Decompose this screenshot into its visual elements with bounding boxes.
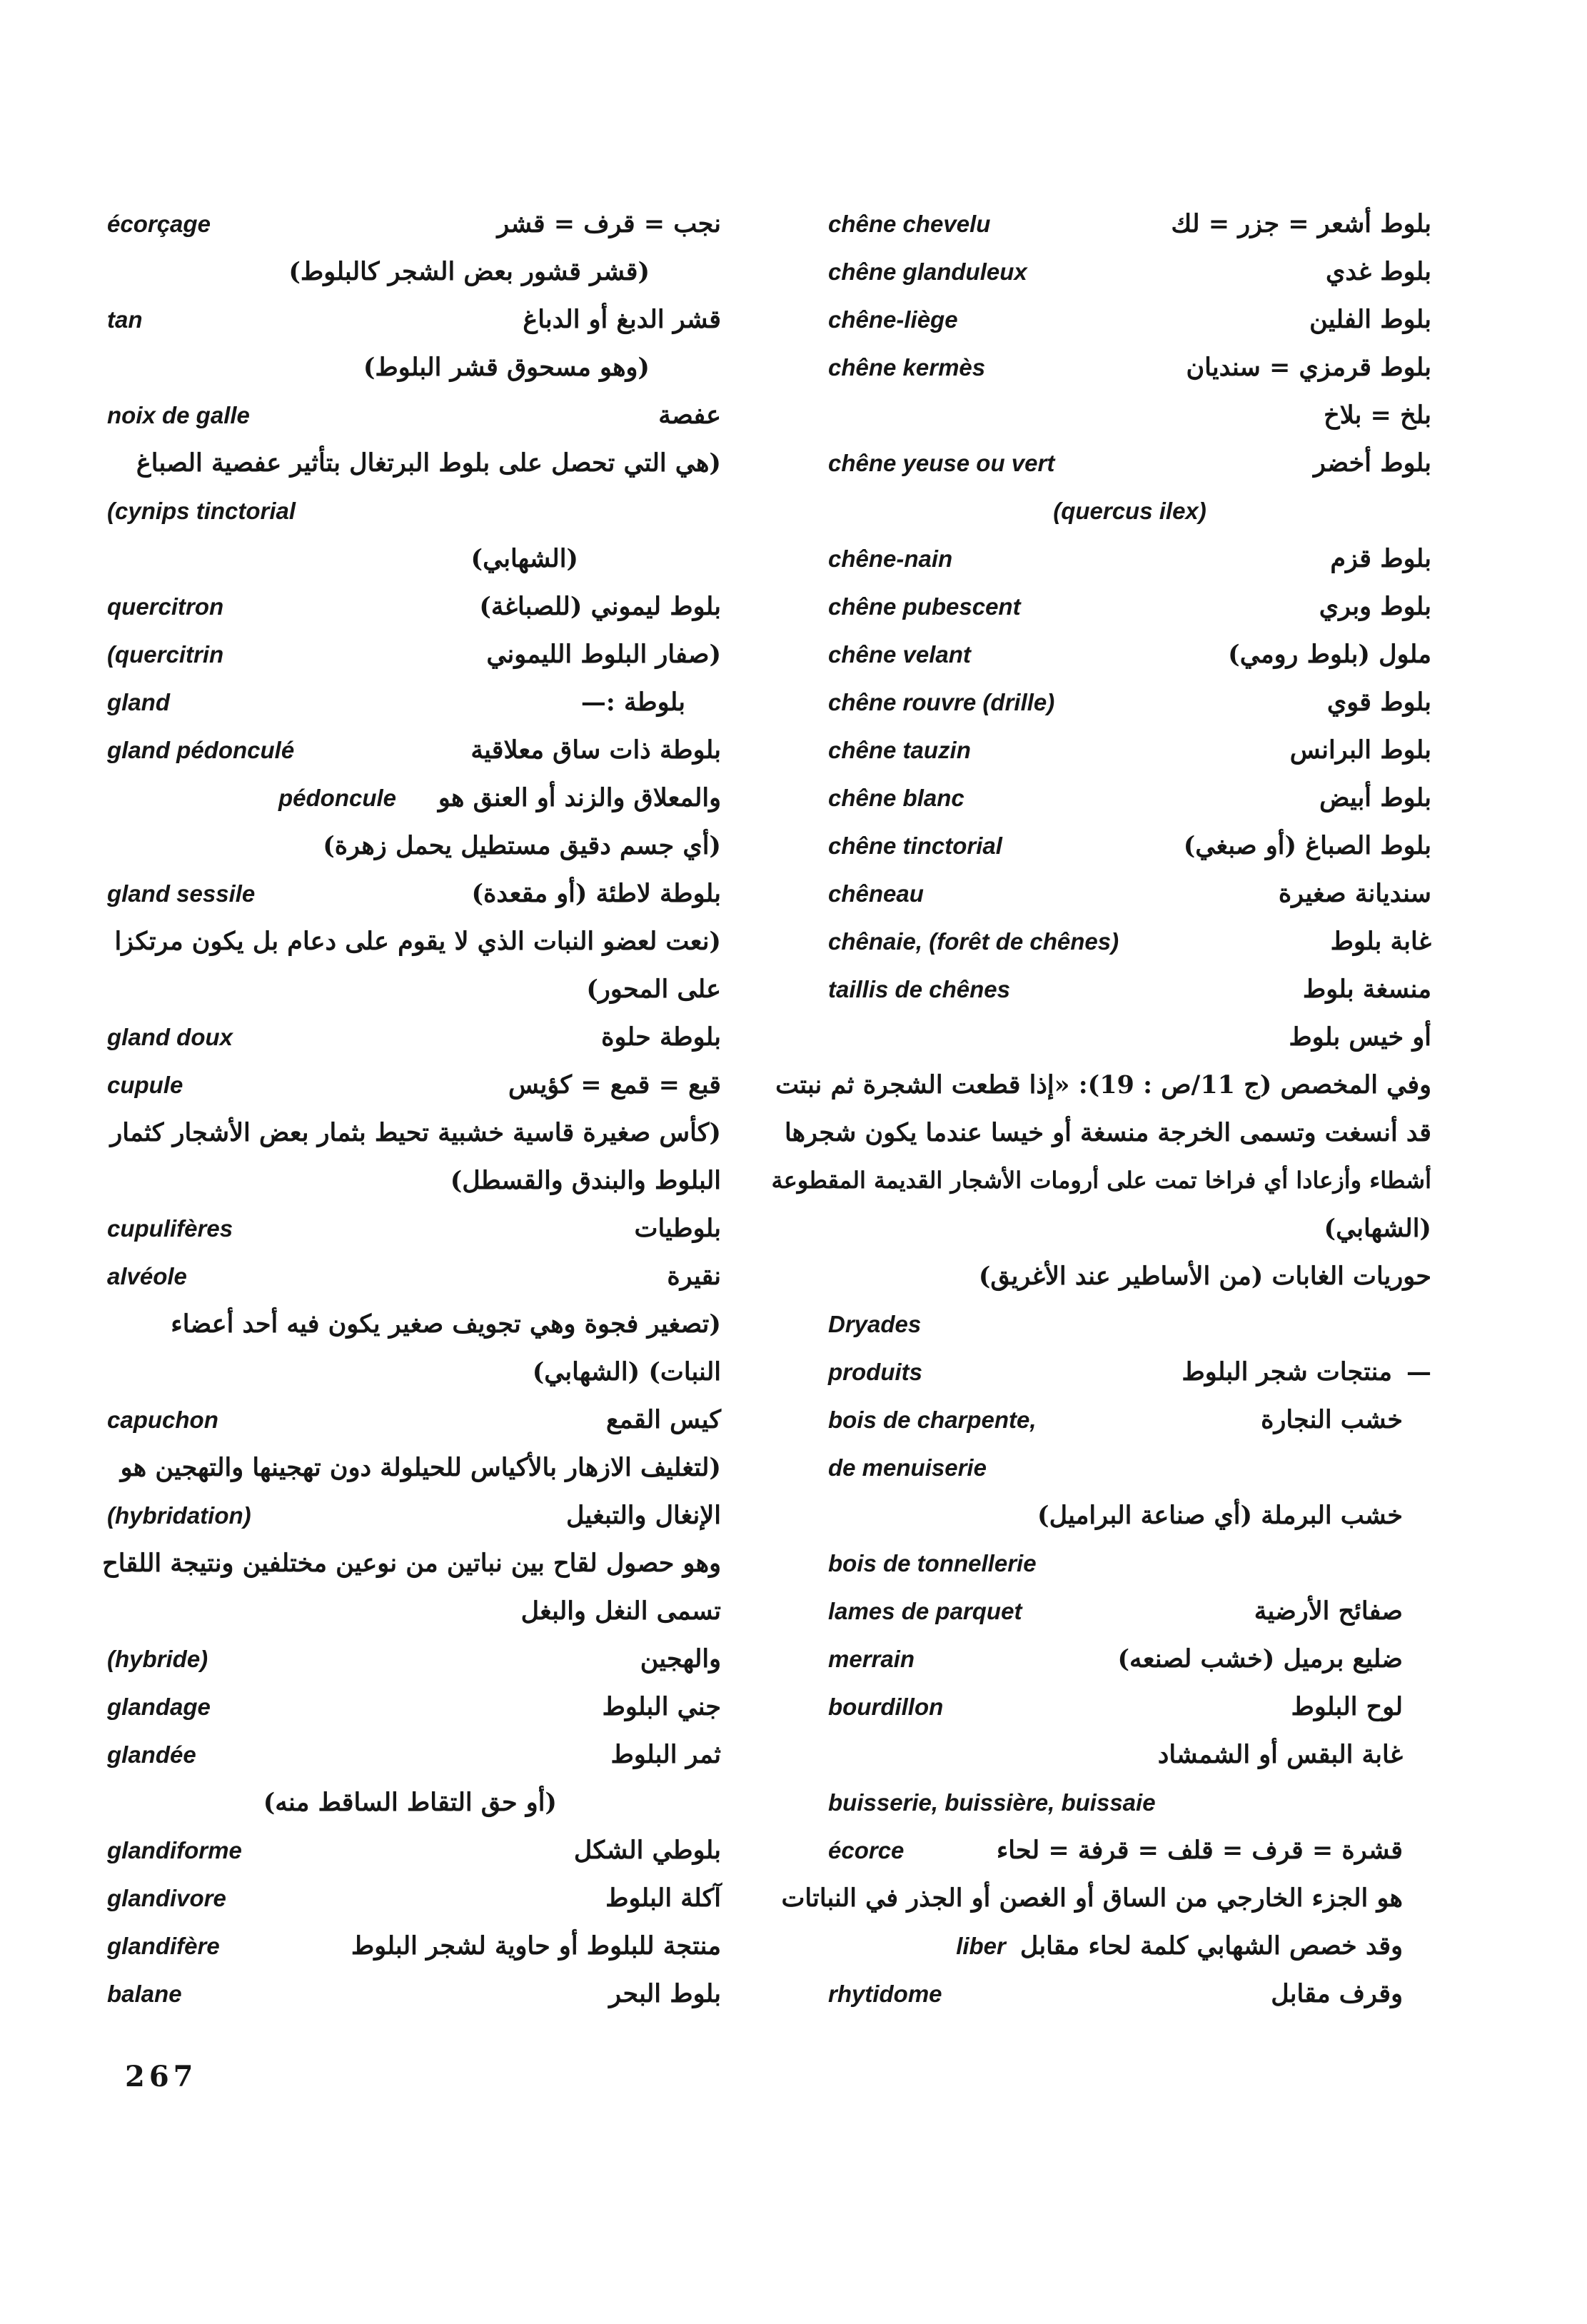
french-term: liber: [956, 1933, 1006, 1959]
entry-row: [107, 1204, 721, 1252]
french-term: merrain: [828, 1646, 915, 1672]
french-term: produits: [828, 1359, 922, 1385]
arabic-note: النبات) (الشهابي): [532, 1357, 721, 1387]
entry-row: [107, 535, 721, 583]
french-term: lames de parquet: [828, 1598, 1022, 1624]
arabic-term: ضليع برميل (خشب لصنعه): [1117, 1644, 1403, 1674]
arabic-note: (وهو مسحوق قشر البلوط): [363, 353, 650, 382]
french-term: pédoncule: [278, 785, 397, 811]
arabic-term: بلوط أخضر: [1314, 448, 1431, 478]
entry-row: [107, 1348, 721, 1396]
entry-row: [828, 774, 1431, 822]
entry-row: [828, 1683, 1431, 1731]
arabic-term: بلوط قوي: [1326, 688, 1431, 717]
french-term: quercitron: [107, 593, 224, 620]
arabic-note: أشطاء وأزعادا أي فراخا تمت على أرومات الأشجار القديمة المقطوعة: [771, 1167, 1431, 1194]
french-term: (cynips tinctorial: [107, 498, 296, 524]
page-number: 267: [125, 2060, 198, 2093]
entry-row: [828, 1731, 1431, 1779]
arabic-note: (أي جسم دقيق مستطيل يحمل زهرة): [323, 831, 721, 860]
entry-row: [107, 822, 721, 870]
arabic-term: بلوط الصباغ (أو صبغي): [1183, 831, 1431, 860]
entry-row: [828, 1970, 1431, 2018]
entry-row: [107, 1396, 721, 1444]
entry-row: [828, 200, 1431, 248]
entry-row: [107, 1922, 721, 1970]
french-term: bois de charpente,: [828, 1407, 1037, 1433]
arabic-term: منسغة بلوط: [1302, 975, 1431, 1004]
arabic-term: غابة البقس أو الشمشاد: [1157, 1740, 1403, 1769]
arabic-term: بلوطي الشكل: [573, 1836, 721, 1865]
arabic-term: والهجين: [640, 1644, 721, 1674]
french-term: chêne-nain: [828, 545, 953, 572]
arabic-note: تسمى النغل والبغل: [520, 1596, 721, 1626]
arabic-term: عفصة: [658, 401, 721, 430]
entry-row: [107, 1444, 721, 1492]
entry-row: [828, 248, 1431, 296]
arabic-term: قشر الدبغ أو الدباغ: [523, 305, 721, 334]
arabic-term: آكلة البلوط: [605, 1883, 721, 1913]
entry-row: [107, 391, 721, 439]
arabic-term: بلوط الفلين: [1309, 305, 1431, 334]
french-term: cupulifères: [107, 1215, 233, 1242]
french-term: rhytidome: [828, 1981, 942, 2007]
entry-row: [828, 1587, 1431, 1635]
arabic-term: بلوط البحر: [609, 1979, 721, 2008]
french-term: alvéole: [107, 1263, 187, 1289]
arabic-term: سنديانة صغيرة: [1278, 879, 1431, 908]
arabic-term: ثمر البلوط: [610, 1740, 721, 1769]
entry-row: [107, 630, 721, 678]
arabic-note: (قشر قشور بعض الشجر كالبلوط): [288, 257, 650, 286]
entry-row: [107, 1061, 721, 1109]
arabic-note: وهو حصول لقاح بين نباتين من نوعين مختلفين ونتيجة اللقاح: [102, 1549, 721, 1578]
entry-row: [828, 1492, 1431, 1539]
french-term: (quercus ilex): [1053, 498, 1206, 524]
arabic-term: قشرة = قرف = قلف = قرفة = لحاء: [996, 1836, 1403, 1865]
french-term: buisserie, buissière, buissaie: [828, 1789, 1156, 1816]
entry-row: [828, 1013, 1431, 1061]
arabic-term: خشب النجارة: [1261, 1405, 1403, 1434]
arabic-term: صفائح الأرضية: [1254, 1596, 1403, 1626]
arabic-term: بلوط ليموني (للصباغة): [479, 592, 721, 621]
entry-row: [107, 1635, 721, 1683]
entry-row: [107, 296, 721, 343]
french-term: chêne glanduleux: [828, 258, 1027, 285]
entry-row: [828, 822, 1431, 870]
french-term: noix de galle: [107, 402, 250, 428]
arabic-term: منتجات شجر البلوط: [1182, 1357, 1392, 1387]
entry-row: [775, 1061, 1431, 1109]
entry-row: [828, 726, 1431, 774]
arabic-note: (نعت لعضو النبات الذي لا يقوم على دعام بل يكون مرتكزا: [114, 927, 721, 956]
french-term: chêne kermès: [828, 354, 986, 381]
entry-row: [107, 1970, 721, 2018]
french-term: bourdillon: [828, 1694, 944, 1720]
right-column: [771, 200, 1431, 2042]
entry-row: [828, 1204, 1431, 1252]
french-term: chênaie, (forêt de chênes): [828, 928, 1119, 955]
entry-row: [107, 1826, 721, 1874]
french-term: glandiforme: [107, 1837, 242, 1863]
arabic-term: بلخ = بلاخ: [1324, 401, 1431, 430]
french-term: (hybridation): [107, 1502, 251, 1529]
entry-row: [107, 200, 721, 248]
entry-row: [102, 1539, 721, 1587]
arabic-term: بلوط البرانس: [1289, 735, 1431, 765]
entry-row: [828, 1635, 1431, 1683]
french-term: chêne blanc: [828, 785, 964, 811]
french-term: chêne tinctorial: [828, 832, 1002, 859]
entry-row: [828, 1252, 1431, 1300]
arabic-term: منتجة للبلوط أو حاوية لشجر البلوط: [351, 1931, 721, 1961]
entry-row: [828, 1396, 1431, 1444]
arabic-note: (الشهابي): [470, 544, 578, 573]
entry-row: [828, 1348, 1431, 1396]
arabic-note: (أو حق التقاط الساقط منه): [263, 1788, 557, 1817]
entry-row: [107, 1492, 721, 1539]
entry-row: [107, 1779, 721, 1826]
arabic-note: (الشهابي): [1324, 1214, 1431, 1243]
arabic-term: بلوط قزم: [1330, 544, 1431, 573]
arabic-term: نقيرة: [667, 1262, 721, 1291]
french-term: glandée: [107, 1741, 196, 1768]
entry-row: [107, 1157, 721, 1204]
entry-row: [771, 1157, 1431, 1204]
entry-row: [828, 439, 1431, 487]
entry-row: [828, 917, 1431, 965]
arabic-note: قد أنسغت وتسمى الخرجة منسغة أو خيسا عندما يكون شجرها: [784, 1118, 1431, 1147]
arabic-term: بلوط أشعر = جزر = لك: [1171, 209, 1431, 238]
entry-row: [828, 1444, 1431, 1492]
entry-row: [107, 1109, 721, 1157]
entry-row: [107, 774, 721, 822]
arabic-term: بلوطة :: [605, 688, 685, 717]
french-term: gland pédonculé: [107, 737, 295, 763]
entry-row: [828, 1300, 1431, 1348]
french-term: glandivore: [107, 1885, 226, 1911]
french-term: de menuiserie: [828, 1454, 987, 1481]
entry-row: [107, 1683, 721, 1731]
arabic-term: نجب = قرف = قشر: [497, 209, 721, 238]
entry-row: [828, 630, 1431, 678]
entry-row: [828, 678, 1431, 726]
entry-row: [784, 1109, 1431, 1157]
arabic-note: البلوط والبندق والقسطل): [450, 1166, 721, 1195]
arabic-note: على المحور): [586, 975, 721, 1004]
arabic-term: جني البلوط: [602, 1692, 721, 1721]
french-term: glandage: [107, 1694, 211, 1720]
french-term: chêne tauzin: [828, 737, 971, 763]
entry-row: [107, 678, 721, 726]
french-term: chêne-liège: [828, 306, 958, 333]
french-term: glandifère: [107, 1933, 220, 1959]
arabic-note: وفي المخصص (ج 11/ص : 19): «إذا قطعت الشجرة ثم نبتت: [775, 1070, 1431, 1100]
arabic-note: (لتغليف الازهار بالأكياس للحيلولة دون تهجينها والتهجين هو: [120, 1453, 721, 1482]
arabic-term: الإنغال والتبغيل: [566, 1501, 721, 1530]
french-term: gland sessile: [107, 880, 256, 907]
entry-row: [828, 583, 1431, 630]
arabic-term: بلوط أبيض: [1319, 783, 1431, 813]
french-term: Dryades: [828, 1311, 922, 1337]
arabic-term: خشب البرملة (أي صناعة البراميل): [1037, 1501, 1403, 1530]
french-term: écorçage: [107, 211, 211, 237]
french-term: chêneau: [828, 880, 924, 907]
arabic-note: هو الجزء الخارجي من الساق أو الغصن أو الجذر في النباتات: [781, 1883, 1403, 1913]
french-term: capuchon: [107, 1407, 218, 1433]
entry-row: [107, 1587, 721, 1635]
french-term: chêne rouvre (drille): [828, 689, 1055, 715]
french-term: (quercitrin: [107, 641, 224, 668]
arabic-term: بلوطة حلوة: [601, 1022, 721, 1052]
entry-row: [828, 343, 1431, 391]
entry-row: [828, 535, 1431, 583]
entry-row: [107, 1731, 721, 1779]
arabic-term: والمعلاق والزند أو العنق هو: [438, 783, 721, 813]
entry-row: [828, 965, 1431, 1013]
left-column: [102, 200, 721, 2042]
entry-row: [781, 1874, 1431, 1922]
entry-row: [107, 439, 721, 487]
arabic-note: وقرف مقابل: [1271, 1979, 1403, 2008]
entry-row: [828, 391, 1431, 439]
french-term: chêne chevelu: [828, 211, 991, 237]
arabic-term: أو خيس بلوط: [1289, 1022, 1431, 1052]
arabic-term: بلوطة ذات ساق معلاقية: [470, 735, 721, 765]
entry-row: [107, 487, 721, 535]
entry-row: [107, 1013, 721, 1061]
entry-row: [828, 1826, 1431, 1874]
entry-row: [828, 487, 1431, 535]
french-term: cupule: [107, 1072, 183, 1098]
arabic-term: كيس القمع: [606, 1405, 721, 1434]
entry-row: [107, 1252, 721, 1300]
french-term: chêne pubescent: [828, 593, 1021, 620]
entry-row: [828, 870, 1431, 917]
arabic-term: بلوطيات: [634, 1214, 721, 1243]
arabic-term: ملول (بلوط رومي): [1228, 640, 1431, 669]
dash-marker: —: [1406, 1357, 1431, 1387]
arabic-term: غابة بلوط: [1330, 927, 1431, 956]
french-term: tan: [107, 306, 143, 333]
dash-marker: —: [580, 688, 606, 717]
entry-row: [107, 1874, 721, 1922]
arabic-term: حوريات الغابات (من الأساطير عند الأغريق): [978, 1262, 1431, 1291]
arabic-note: (كأس صغيرة قاسية خشبية تحيط بثمار بعض الأشجار كثمار: [110, 1118, 721, 1147]
french-term: gland: [107, 689, 170, 715]
arabic-term: (صفار البلوط الليموني: [486, 640, 721, 669]
entry-row: [828, 296, 1431, 343]
arabic-term: بلوطة لاطئة (أو مقعدة): [471, 879, 721, 908]
entry-row: [107, 248, 721, 296]
french-term: (hybride): [107, 1646, 208, 1672]
arabic-term: قبع = قمع = كؤيس: [508, 1070, 721, 1100]
entry-row: [107, 917, 721, 965]
french-term: écorce: [828, 1837, 905, 1863]
entry-row: [107, 870, 721, 917]
entry-row: [107, 1300, 721, 1348]
arabic-term: لوح البلوط: [1291, 1692, 1403, 1721]
arabic-note: (هي التي تحصل على بلوط البرتغال بتأثير عفصية الصباغ: [136, 448, 721, 478]
french-term: chêne velant: [828, 641, 971, 668]
entry-row: [828, 1922, 1431, 1970]
arabic-note: (تصغير فجوة وهي تجويف صغير يكون فيه أحد أعضاء: [171, 1309, 721, 1339]
french-term: taillis de chênes: [828, 976, 1010, 1002]
french-term: gland doux: [107, 1024, 233, 1050]
entry-row: [107, 583, 721, 630]
arabic-term: بلوط قرمزي = سنديان: [1186, 353, 1431, 382]
arabic-term: بلوط وبري: [1319, 592, 1431, 621]
french-term: balane: [107, 1981, 182, 2007]
entry-row: [107, 965, 721, 1013]
entry-row: [828, 1779, 1431, 1826]
french-term: chêne yeuse ou vert: [828, 450, 1055, 476]
arabic-term: بلوط غدي: [1325, 257, 1431, 286]
entry-row: [828, 1539, 1431, 1587]
entry-row: [107, 343, 721, 391]
arabic-note: وقد خصص الشهابي كلمة لحاء مقابل: [1019, 1931, 1403, 1961]
french-term: bois de tonnellerie: [828, 1550, 1037, 1576]
entry-row: [107, 726, 721, 774]
